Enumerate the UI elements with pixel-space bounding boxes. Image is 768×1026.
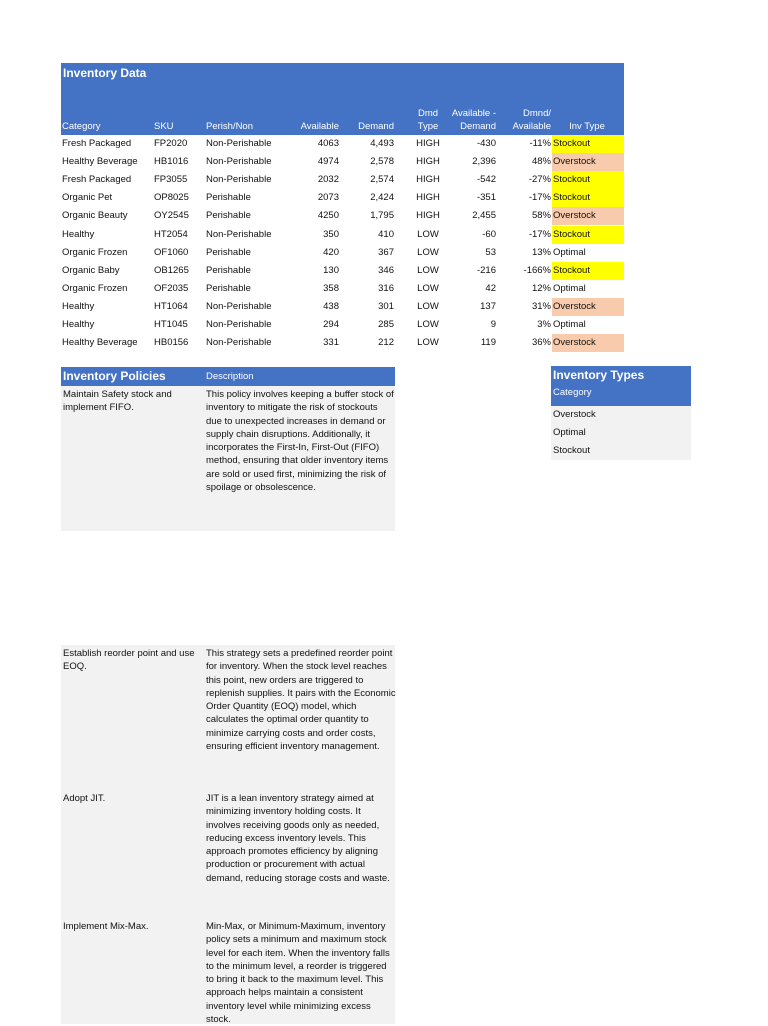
header-avail-minus-line2: Demand (460, 121, 496, 132)
cell-ratio: 58% (531, 210, 551, 222)
cell-available: 4250 (317, 210, 339, 222)
cell-demand: 2,574 (370, 174, 394, 186)
cell-perish: Non-Perishable (206, 337, 272, 349)
policy-description: This strategy sets a predefined reorder point for inventory. When the stock level reaches this point, new orders are triggered to replenish supplies. It pairs with the Economic Order Quantity (EOQ) model, which calculates the optimal order quantity to minimize carrying costs and order costs, ensuring efficient inventory management. (206, 648, 396, 753)
cell-perish: Non-Perishable (206, 228, 272, 240)
header-dmd-type-line2: Type (417, 121, 439, 132)
cell-ratio: 48% (531, 156, 551, 168)
cell-inv-type: Optimal (552, 244, 624, 262)
cell-sku: HB1016 (154, 156, 189, 168)
cell-diff: 42 (485, 282, 496, 294)
policy-name: Establish reorder point and use EOQ. (63, 648, 195, 673)
cell-sku: HB0156 (154, 337, 189, 349)
cell-inv-type: Stockout (552, 262, 624, 280)
policies-title: Inventory Policies (63, 369, 166, 383)
cell-sku: OF2035 (154, 282, 189, 294)
cell-ratio: 12% (531, 282, 551, 294)
table-row (61, 189, 624, 207)
cell-diff: -351 (476, 192, 496, 204)
cell-ratio: -11% (529, 138, 551, 149)
cell-category: Healthy (62, 228, 95, 240)
table-row (61, 244, 624, 262)
cell-diff: -430 (476, 138, 496, 149)
cell-dmd-type: LOW (417, 300, 439, 312)
cell-demand: 410 (378, 228, 394, 240)
header-ratio-line2: Available (512, 121, 551, 132)
cell-inv-type: Overstock (552, 153, 624, 171)
cell-sku: HT2054 (154, 228, 188, 240)
cell-inv-type: Stockout (552, 135, 624, 153)
cell-sku: OB1265 (154, 264, 189, 276)
cell-inv-type: Overstock (552, 334, 624, 352)
policy-row (61, 386, 395, 531)
policy-description: This policy involves keeping a buffer stock of inventory to mitigate the risk of stockouts due to unexpected increases in demand or supply chain disruptions. Additionally, it incorporates the First-In, First-Out (FIFO) method, ensuring that older inventory items are sold or used first, minimizing the risk of spoilage or obsolescence. (206, 389, 394, 494)
cell-category: Organic Pet (62, 192, 113, 204)
cell-dmd-type: LOW (417, 228, 439, 240)
cell-perish: Non-Perishable (206, 319, 272, 330)
cell-demand: 2,424 (370, 192, 394, 204)
policy-description: JIT is a lean inventory strategy aimed at minimizing inventory holding costs. It involves receiving goods only as needed, reducing excess inventory levels. This approach promotes efficiency by aligning production or procurement with actual demand, reducing storage costs and waste. (206, 793, 390, 884)
cell-dmd-type: LOW (417, 282, 439, 294)
cell-dmd-type: HIGH (416, 174, 440, 186)
cell-diff: 2,396 (472, 156, 496, 168)
cell-perish: Non-Perishable (206, 174, 272, 186)
inventory-types-title: Inventory Types (553, 368, 645, 382)
cell-demand: 316 (378, 282, 394, 294)
cell-category: Healthy Beverage (62, 337, 138, 349)
cell-dmd-type: HIGH (416, 138, 440, 149)
cell-available: 294 (323, 319, 339, 330)
cell-dmd-type: LOW (417, 319, 439, 330)
cell-dmd-type: LOW (417, 264, 439, 276)
policies-description-header: Description (206, 371, 254, 382)
cell-diff: 53 (485, 246, 496, 258)
cell-category: Organic Frozen (62, 282, 128, 294)
cell-diff: -60 (482, 228, 496, 240)
header-sku: SKU (154, 121, 174, 132)
cell-perish: Perishable (206, 192, 251, 204)
cell-category: Healthy (62, 319, 95, 330)
cell-perish: Perishable (206, 246, 251, 258)
cell-demand: 346 (378, 264, 394, 276)
inventory-type-item: Overstock (553, 409, 596, 420)
cell-category: Organic Frozen (62, 246, 128, 258)
table-row (61, 135, 624, 153)
cell-ratio: -17% (528, 192, 551, 204)
cell-dmd-type: HIGH (416, 156, 440, 168)
table-row (61, 153, 624, 171)
cell-dmd-type: HIGH (416, 210, 440, 222)
cell-perish: Perishable (206, 264, 251, 276)
policy-name: Adopt JIT. (63, 793, 106, 804)
cell-demand: 2,578 (370, 156, 394, 168)
header-category: Category (62, 121, 101, 132)
cell-demand: 1,795 (370, 210, 394, 222)
cell-perish: Perishable (206, 210, 251, 222)
cell-category: Fresh Packaged (62, 174, 132, 186)
table-row (61, 171, 624, 189)
policy-description: Min-Max, or Minimum-Maximum, inventory policy sets a minimum and maximum stock level for each item. When the inventory falls to the minimum level, a reorder is triggered to bring it back to the maximum level. This approach helps maintain a consistent inventory level while minimizing excess stock. (206, 921, 390, 1026)
cell-available: 331 (323, 337, 339, 349)
cell-diff: 119 (480, 337, 496, 349)
table-row (61, 316, 624, 334)
cell-perish: Non-Perishable (206, 300, 272, 312)
cell-perish: Non-Perishable (206, 156, 272, 168)
table-row (61, 262, 624, 280)
cell-available: 420 (323, 246, 339, 258)
policy-name: Maintain Safety stock and implement FIFO. (63, 389, 172, 414)
cell-sku: FP2020 (154, 138, 188, 149)
cell-available: 2073 (317, 192, 339, 204)
cell-category: Fresh Packaged (62, 138, 132, 149)
cell-sku: OY2545 (154, 210, 189, 222)
cell-inv-type: Overstock (552, 298, 624, 316)
cell-ratio: -17% (528, 228, 551, 240)
header-ratio-line1: Dmnd/ (523, 108, 551, 119)
cell-ratio: 13% (531, 246, 551, 258)
cell-demand: 4,493 (370, 138, 394, 149)
header-inv-type: Inv Type (569, 121, 605, 132)
table-row (61, 207, 624, 225)
inventory-types-body (551, 406, 691, 460)
cell-diff: 137 (480, 300, 496, 312)
cell-diff: -542 (476, 174, 496, 186)
cell-sku: OF1060 (154, 246, 189, 258)
header-demand: Demand (358, 121, 394, 132)
cell-available: 350 (323, 228, 339, 240)
table-row (61, 334, 624, 352)
inventory-type-item: Optimal (553, 427, 586, 438)
cell-inv-type: Stockout (552, 226, 624, 244)
cell-sku: OP8025 (154, 192, 189, 204)
cell-ratio: 3% (537, 319, 551, 330)
cell-inv-type: Stockout (552, 171, 624, 189)
header-dmd-type-line1: Dmd (417, 108, 439, 119)
cell-perish: Perishable (206, 282, 251, 294)
cell-inv-type: Optimal (552, 280, 624, 298)
cell-diff: 9 (490, 319, 496, 330)
cell-category: Organic Beauty (62, 210, 128, 222)
cell-inv-type: Overstock (552, 207, 624, 225)
cell-category: Healthy Beverage (62, 156, 138, 168)
cell-demand: 285 (378, 319, 394, 330)
inventory-types-category-header: Category (553, 387, 592, 398)
cell-sku: FP3055 (154, 174, 188, 186)
cell-sku: HT1045 (154, 319, 188, 330)
policy-name: Implement Mix-Max. (63, 921, 149, 932)
cell-demand: 367 (378, 246, 394, 258)
cell-dmd-type: LOW (417, 337, 439, 349)
table-row (61, 280, 624, 298)
cell-diff: 2,455 (472, 210, 496, 222)
cell-sku: HT1064 (154, 300, 188, 312)
cell-category: Healthy (62, 300, 95, 312)
cell-inv-type: Stockout (552, 189, 624, 207)
cell-ratio: 31% (531, 300, 551, 312)
inventory-type-item: Stockout (553, 445, 590, 456)
cell-available: 358 (323, 282, 339, 294)
table-row (61, 226, 624, 244)
cell-available: 4974 (317, 156, 339, 168)
cell-category: Organic Baby (62, 264, 120, 276)
cell-diff: -216 (476, 264, 496, 276)
cell-demand: 301 (378, 300, 394, 312)
cell-ratio: 36% (531, 337, 551, 349)
cell-available: 438 (323, 300, 339, 312)
table-row (61, 298, 624, 316)
cell-available: 130 (323, 264, 339, 276)
cell-perish: Non-Perishable (206, 138, 272, 149)
cell-dmd-type: LOW (417, 246, 439, 258)
header-available: Available (300, 121, 339, 132)
header-perish: Perish/Non (206, 121, 253, 132)
cell-ratio: -27% (528, 174, 551, 186)
header-avail-minus-line1: Available - (451, 108, 496, 119)
cell-dmd-type: HIGH (416, 192, 440, 204)
inventory-types-panel (551, 366, 645, 460)
cell-demand: 212 (378, 337, 394, 349)
cell-available: 4063 (317, 138, 339, 149)
cell-inv-type: Optimal (552, 316, 624, 334)
policy-group (61, 645, 395, 1024)
cell-ratio: -166% (523, 264, 551, 276)
cell-available: 2032 (317, 174, 339, 186)
inventory-data-title: Inventory Data (63, 66, 147, 80)
